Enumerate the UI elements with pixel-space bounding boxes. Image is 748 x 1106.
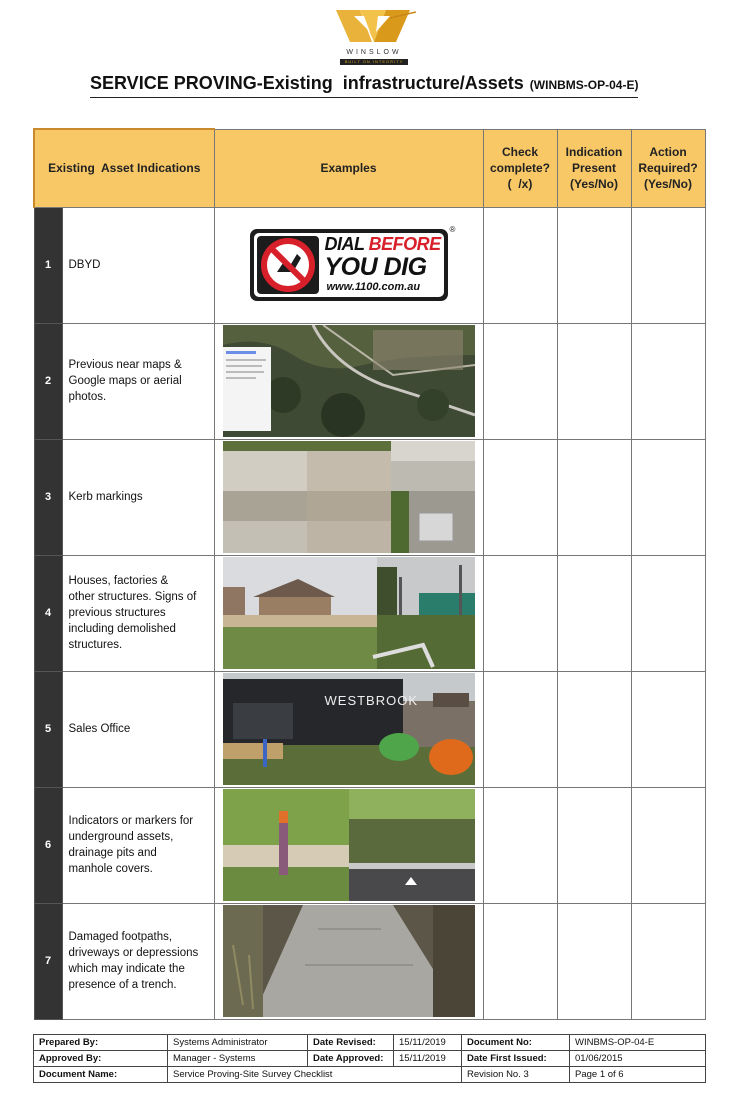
underground-markers-photo bbox=[223, 789, 475, 901]
row-description: Damaged footpaths, driveways or depressions which may indicate the presence of a trench. bbox=[62, 903, 214, 1019]
row-number: 4 bbox=[34, 555, 62, 671]
indication-present-cell[interactable] bbox=[557, 323, 631, 439]
action-required-cell[interactable] bbox=[631, 787, 705, 903]
indication-present-cell[interactable] bbox=[557, 903, 631, 1019]
check-complete-cell[interactable] bbox=[483, 787, 557, 903]
table-row bbox=[34, 323, 705, 439]
damaged-footpath-photo bbox=[223, 905, 475, 1017]
sales-office-photo bbox=[223, 673, 475, 785]
westbrook-sign: WESTBROOK bbox=[324, 693, 419, 708]
company-logo bbox=[326, 8, 422, 66]
dbyd-line1: DIAL BEFORE bbox=[324, 234, 441, 254]
indication-present-cell[interactable] bbox=[557, 439, 631, 555]
document-control-footer bbox=[33, 1034, 706, 1083]
row-description: Indicators or markers for underground assets, drainage pits and manhole covers. bbox=[62, 787, 214, 903]
row-number: 3 bbox=[34, 439, 62, 555]
indication-present-cell[interactable] bbox=[557, 787, 631, 903]
prepared-by-value: Systems Administrator bbox=[168, 1035, 308, 1051]
document-name-value: Service Proving-Site Survey Checklist bbox=[168, 1067, 462, 1083]
row-example bbox=[214, 787, 483, 903]
header-check-complete: Check complete? ( /x) bbox=[483, 129, 557, 207]
row-description: Previous near maps & Google maps or aerial photos. bbox=[62, 323, 214, 439]
action-required-cell[interactable] bbox=[631, 439, 705, 555]
check-complete-cell[interactable] bbox=[483, 323, 557, 439]
indication-present-cell[interactable] bbox=[557, 671, 631, 787]
row-example bbox=[214, 439, 483, 555]
table-row bbox=[34, 207, 705, 323]
row-example bbox=[214, 207, 483, 323]
table-row bbox=[34, 555, 705, 671]
prepared-by-label: Prepared By: bbox=[34, 1035, 168, 1051]
table-row bbox=[34, 439, 705, 555]
row-description: Kerb markings bbox=[62, 439, 214, 555]
date-revised-label: Date Revised: bbox=[308, 1035, 394, 1051]
row-description: DBYD bbox=[62, 207, 214, 323]
row-number: 1 bbox=[34, 207, 62, 323]
logo-wordmark: WINSLOW bbox=[346, 49, 402, 56]
action-required-cell[interactable] bbox=[631, 323, 705, 439]
table-row bbox=[34, 787, 705, 903]
action-required-cell[interactable] bbox=[631, 555, 705, 671]
table-row bbox=[34, 671, 705, 787]
header-examples: Examples bbox=[214, 129, 483, 207]
table-header-row bbox=[34, 129, 705, 207]
date-approved-value: 15/11/2019 bbox=[394, 1051, 462, 1067]
document-title bbox=[90, 73, 638, 98]
title-code: (WINBMS-OP-04-E) bbox=[529, 78, 639, 92]
indication-present-cell[interactable] bbox=[557, 207, 631, 323]
row-number: 7 bbox=[34, 903, 62, 1019]
check-complete-cell[interactable] bbox=[483, 555, 557, 671]
document-name-label: Document Name: bbox=[34, 1067, 168, 1083]
indication-present-cell[interactable] bbox=[557, 555, 631, 671]
approved-by-label: Approved By: bbox=[34, 1051, 168, 1067]
footer-row bbox=[34, 1035, 706, 1051]
aerial-map-photo bbox=[223, 325, 475, 437]
dbyd-line2: YOU DIG bbox=[324, 253, 427, 281]
page-number: Page 1 of 6 bbox=[570, 1067, 706, 1083]
row-number: 2 bbox=[34, 323, 62, 439]
row-example bbox=[214, 671, 483, 787]
header-action-required: Action Required? (Yes/No) bbox=[631, 129, 705, 207]
date-first-issued-label: Date First Issued: bbox=[462, 1051, 570, 1067]
check-complete-cell[interactable] bbox=[483, 903, 557, 1019]
document-no-label: Document No: bbox=[462, 1035, 570, 1051]
date-approved-label: Date Approved: bbox=[308, 1051, 394, 1067]
date-first-issued-value: 01/06/2015 bbox=[570, 1051, 706, 1067]
revision-number: Revision No. 3 bbox=[462, 1067, 570, 1083]
check-complete-cell[interactable] bbox=[483, 671, 557, 787]
action-required-cell[interactable] bbox=[631, 903, 705, 1019]
dbyd-url: www.1100.com.au bbox=[326, 281, 421, 293]
row-example bbox=[214, 323, 483, 439]
row-example bbox=[214, 555, 483, 671]
winslow-logo-mark bbox=[330, 8, 416, 46]
footer-row bbox=[34, 1051, 706, 1067]
kerb-markings-photo bbox=[223, 441, 475, 553]
dbyd-registered-mark: ® bbox=[449, 225, 456, 234]
row-number: 6 bbox=[34, 787, 62, 903]
action-required-cell[interactable] bbox=[631, 207, 705, 323]
action-required-cell[interactable] bbox=[631, 671, 705, 787]
logo-tagline: BUILT ON INTEGRITY bbox=[340, 59, 408, 65]
footer-row bbox=[34, 1067, 706, 1083]
table-row bbox=[34, 903, 705, 1019]
approved-by-value: Manager - Systems bbox=[168, 1051, 308, 1067]
row-number: 5 bbox=[34, 671, 62, 787]
row-example bbox=[214, 903, 483, 1019]
document-no-value: WINBMS-OP-04-E bbox=[570, 1035, 706, 1051]
asset-checklist-table bbox=[33, 128, 706, 1020]
check-complete-cell[interactable] bbox=[483, 439, 557, 555]
row-description: Sales Office bbox=[62, 671, 214, 787]
header-indication-present: Indication Present (Yes/No) bbox=[557, 129, 631, 207]
houses-structures-photo bbox=[223, 557, 475, 669]
dial-before-you-dig-sign bbox=[249, 225, 456, 302]
title-main: SERVICE PROVING-Existing infrastructure/Assets bbox=[90, 73, 524, 93]
date-revised-value: 15/11/2019 bbox=[394, 1035, 462, 1051]
check-complete-cell[interactable] bbox=[483, 207, 557, 323]
row-description: Houses, factories & other structures. Signs of previous structures including demolished structures. bbox=[62, 555, 214, 671]
header-asset-indications: Existing Asset Indications bbox=[34, 129, 214, 207]
